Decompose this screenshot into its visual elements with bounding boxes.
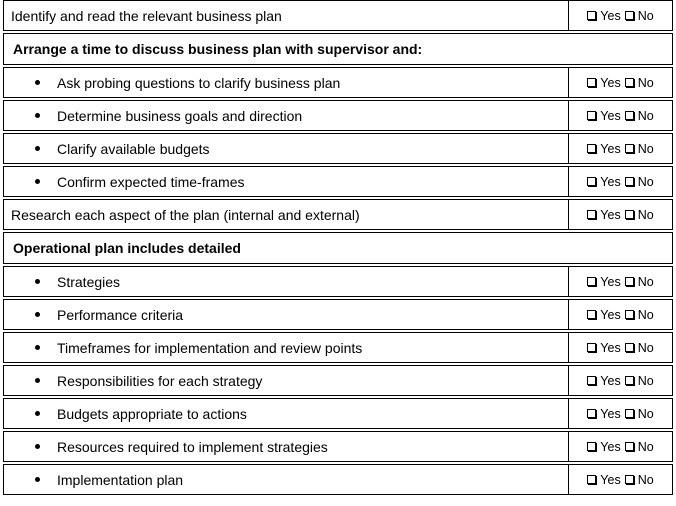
yes-no-cell bbox=[568, 134, 672, 163]
bullet-icon bbox=[35, 113, 40, 118]
item-cell bbox=[4, 300, 568, 329]
bullet-icon bbox=[35, 179, 40, 184]
no-checkbox-icon[interactable] bbox=[625, 442, 634, 451]
no-option[interactable] bbox=[625, 109, 654, 123]
checklist-row bbox=[3, 431, 673, 462]
item-label: Budgets appropriate to actions bbox=[57, 405, 247, 422]
yes-no-cell bbox=[568, 333, 672, 362]
yes-checkbox-icon[interactable] bbox=[587, 343, 596, 352]
no-checkbox-icon[interactable] bbox=[625, 409, 634, 418]
yes-label: Yes bbox=[600, 8, 621, 23]
no-checkbox-icon[interactable] bbox=[625, 11, 634, 20]
item-cell bbox=[4, 68, 568, 97]
yes-no-cell bbox=[568, 200, 672, 229]
no-option[interactable] bbox=[625, 473, 654, 487]
checklist-row bbox=[3, 266, 673, 297]
checklist-row bbox=[3, 166, 673, 197]
yes-no-cell bbox=[568, 300, 672, 329]
yes-label: Yes bbox=[600, 141, 621, 156]
item-label: Confirm expected time-frames bbox=[57, 173, 245, 190]
yes-label: Yes bbox=[600, 108, 621, 123]
checklist-row bbox=[3, 67, 673, 98]
no-label: No bbox=[637, 472, 654, 487]
no-option[interactable] bbox=[625, 374, 654, 388]
yes-option[interactable] bbox=[587, 374, 620, 388]
item-label: Timeframes for implementation and review points bbox=[57, 339, 363, 356]
yes-checkbox-icon[interactable] bbox=[587, 111, 596, 120]
yes-option[interactable] bbox=[587, 275, 620, 289]
no-checkbox-icon[interactable] bbox=[625, 177, 634, 186]
bullet-icon bbox=[35, 444, 40, 449]
no-checkbox-icon[interactable] bbox=[625, 210, 634, 219]
yes-option[interactable] bbox=[587, 407, 620, 421]
item-label: Implementation plan bbox=[57, 471, 184, 488]
yes-option[interactable] bbox=[587, 76, 620, 90]
no-option[interactable] bbox=[625, 407, 654, 421]
no-label: No bbox=[637, 8, 654, 23]
yes-no-cell bbox=[568, 167, 672, 196]
no-label: No bbox=[637, 75, 654, 90]
yes-label: Yes bbox=[600, 274, 621, 289]
checklist-row bbox=[3, 365, 673, 396]
item-cell bbox=[4, 1, 568, 30]
no-label: No bbox=[637, 207, 654, 222]
no-label: No bbox=[637, 174, 654, 189]
item-cell bbox=[4, 267, 568, 296]
item-cell bbox=[4, 233, 672, 263]
yes-checkbox-icon[interactable] bbox=[587, 11, 596, 20]
no-label: No bbox=[637, 108, 654, 123]
yes-checkbox-icon[interactable] bbox=[587, 210, 596, 219]
yes-checkbox-icon[interactable] bbox=[587, 310, 596, 319]
checklist-row bbox=[3, 398, 673, 429]
no-label: No bbox=[637, 373, 654, 388]
yes-option[interactable] bbox=[587, 440, 620, 454]
bullet-icon bbox=[35, 378, 40, 383]
no-option[interactable] bbox=[625, 275, 654, 289]
no-label: No bbox=[637, 340, 654, 355]
no-option[interactable] bbox=[625, 308, 654, 322]
no-option[interactable] bbox=[625, 175, 654, 189]
section-heading-row bbox=[3, 33, 673, 65]
no-checkbox-icon[interactable] bbox=[625, 310, 634, 319]
yes-checkbox-icon[interactable] bbox=[587, 475, 596, 484]
item-label: Clarify available budgets bbox=[57, 140, 210, 157]
bullet-icon bbox=[35, 80, 40, 85]
yes-checkbox-icon[interactable] bbox=[587, 442, 596, 451]
no-label: No bbox=[637, 141, 654, 156]
yes-checkbox-icon[interactable] bbox=[587, 177, 596, 186]
yes-no-cell bbox=[568, 432, 672, 461]
yes-option[interactable] bbox=[587, 175, 620, 189]
item-label: Identify and read the relevant business plan bbox=[11, 7, 282, 24]
yes-label: Yes bbox=[600, 174, 621, 189]
bullet-icon bbox=[35, 279, 40, 284]
item-cell bbox=[4, 333, 568, 362]
yes-checkbox-icon[interactable] bbox=[587, 144, 596, 153]
yes-checkbox-icon[interactable] bbox=[587, 376, 596, 385]
item-label: Determine business goals and direction bbox=[57, 107, 303, 124]
checklist-row bbox=[3, 0, 673, 31]
no-checkbox-icon[interactable] bbox=[625, 343, 634, 352]
no-checkbox-icon[interactable] bbox=[625, 277, 634, 286]
yes-checkbox-icon[interactable] bbox=[587, 277, 596, 286]
no-option[interactable] bbox=[625, 208, 654, 222]
yes-option[interactable] bbox=[587, 142, 620, 156]
yes-no-cell bbox=[568, 465, 672, 494]
no-option[interactable] bbox=[625, 76, 654, 90]
yes-no-cell bbox=[568, 68, 672, 97]
no-checkbox-icon[interactable] bbox=[625, 111, 634, 120]
no-option[interactable] bbox=[625, 440, 654, 454]
item-cell bbox=[4, 366, 568, 395]
item-cell bbox=[4, 34, 672, 64]
yes-label: Yes bbox=[600, 439, 621, 454]
yes-no-cell bbox=[568, 399, 672, 428]
no-label: No bbox=[637, 406, 654, 421]
checklist-row bbox=[3, 332, 673, 363]
section-heading: Arrange a time to discuss business plan with supervisor and: bbox=[13, 41, 423, 57]
item-cell bbox=[4, 134, 568, 163]
yes-option[interactable] bbox=[587, 9, 620, 23]
yes-no-cell bbox=[568, 101, 672, 130]
no-checkbox-icon[interactable] bbox=[625, 78, 634, 87]
no-checkbox-icon[interactable] bbox=[625, 376, 634, 385]
item-cell bbox=[4, 101, 568, 130]
bullet-icon bbox=[35, 411, 40, 416]
item-label: Strategies bbox=[57, 273, 121, 290]
checklist-row bbox=[3, 199, 673, 230]
no-checkbox-icon[interactable] bbox=[625, 475, 634, 484]
yes-option[interactable] bbox=[587, 208, 620, 222]
yes-option[interactable] bbox=[587, 109, 620, 123]
yes-label: Yes bbox=[600, 406, 621, 421]
section-heading-row bbox=[3, 232, 673, 264]
item-label: Responsibilities for each strategy bbox=[57, 372, 263, 389]
checklist-row bbox=[3, 133, 673, 164]
item-label: Research each aspect of the plan (internal and external) bbox=[11, 206, 360, 223]
no-option[interactable] bbox=[625, 9, 654, 23]
no-option[interactable] bbox=[625, 341, 654, 355]
no-label: No bbox=[637, 307, 654, 322]
bullet-icon bbox=[35, 345, 40, 350]
bullet-icon bbox=[35, 312, 40, 317]
yes-no-cell bbox=[568, 267, 672, 296]
yes-label: Yes bbox=[600, 207, 621, 222]
yes-option[interactable] bbox=[587, 473, 620, 487]
yes-no-cell bbox=[568, 1, 672, 30]
no-checkbox-icon[interactable] bbox=[625, 144, 634, 153]
checklist-row bbox=[3, 100, 673, 131]
item-cell bbox=[4, 200, 568, 229]
no-label: No bbox=[637, 439, 654, 454]
checklist-table bbox=[3, 0, 673, 497]
checklist-row bbox=[3, 299, 673, 330]
yes-option[interactable] bbox=[587, 341, 620, 355]
yes-label: Yes bbox=[600, 75, 621, 90]
item-cell bbox=[4, 167, 568, 196]
no-label: No bbox=[637, 274, 654, 289]
yes-checkbox-icon[interactable] bbox=[587, 409, 596, 418]
no-option[interactable] bbox=[625, 142, 654, 156]
item-cell bbox=[4, 432, 568, 461]
yes-no-cell bbox=[568, 366, 672, 395]
yes-checkbox-icon[interactable] bbox=[587, 78, 596, 87]
item-label: Performance criteria bbox=[57, 306, 184, 323]
checklist-row bbox=[3, 464, 673, 495]
item-label: Resources required to implement strategies bbox=[57, 438, 328, 455]
bullet-icon bbox=[35, 146, 40, 151]
yes-option[interactable] bbox=[587, 308, 620, 322]
item-cell bbox=[4, 399, 568, 428]
yes-label: Yes bbox=[600, 340, 621, 355]
item-cell bbox=[4, 465, 568, 494]
section-heading: Operational plan includes detailed bbox=[13, 240, 241, 256]
yes-label: Yes bbox=[600, 472, 621, 487]
yes-label: Yes bbox=[600, 307, 621, 322]
bullet-icon bbox=[35, 477, 40, 482]
yes-label: Yes bbox=[600, 373, 621, 388]
item-label: Ask probing questions to clarify business plan bbox=[57, 74, 341, 91]
